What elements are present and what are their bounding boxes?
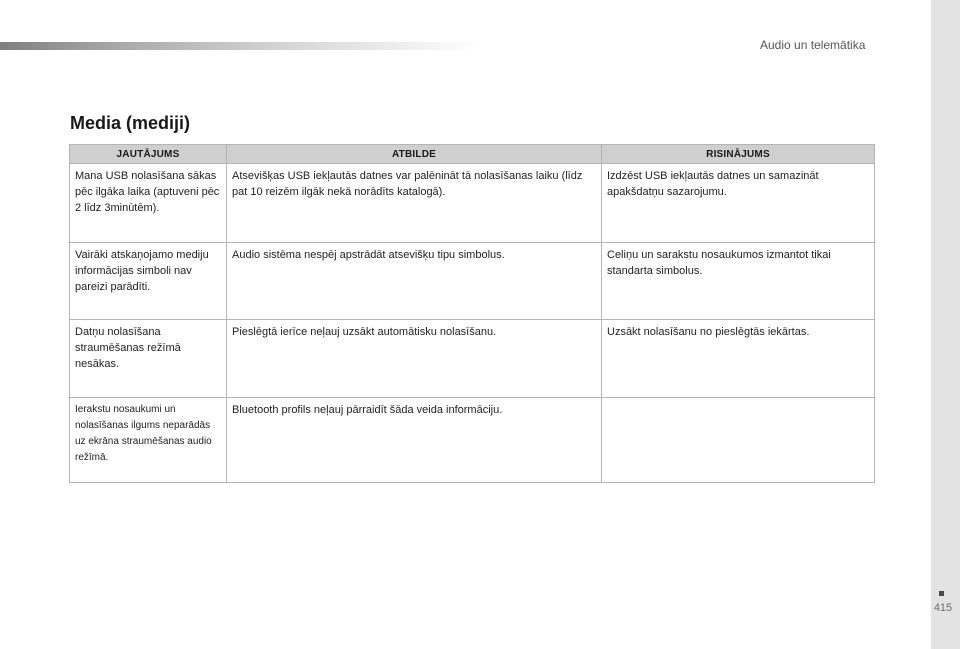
- page-number: 415: [933, 602, 953, 614]
- chapter-title: Audio un telemātika: [760, 38, 866, 52]
- table-row: [70, 398, 875, 483]
- column-header-solution: RISINĀJUMS: [602, 145, 875, 164]
- question-cell: Ierakstu nosaukumi un nolasīšanas ilgums neparādās uz ekrāna straumēšanas audio režīmā.: [70, 398, 227, 483]
- table-row: [70, 164, 875, 243]
- solution-cell: Uzsākt nolasīšanu no pieslēgtās iekārtas.: [602, 320, 875, 398]
- answer-cell: Bluetooth profils neļauj pārraidīt šāda veida informāciju.: [227, 398, 602, 483]
- answer-cell: Pieslēgtā ierīce neļauj uzsākt automātisku nolasīšanu.: [227, 320, 602, 398]
- question-cell: Vairāki atskaņojamo mediju informācijas simboli nav pareizi parādīti.: [70, 243, 227, 320]
- section-title: Media (mediji): [70, 113, 191, 133]
- page-marker-icon: [939, 591, 944, 596]
- table-header-row: [70, 145, 875, 164]
- solution-cell: Izdzēst USB iekļautās datnes un samazināt apakšdatņu sazarojumu.: [602, 164, 875, 243]
- question-cell: Mana USB nolasīšana sākas pēc ilgāka laika (aptuveni pēc 2 līdz 3minūtēm).: [70, 164, 227, 243]
- solution-cell: [602, 398, 875, 483]
- answer-cell: Atsevišķas USB iekļautās datnes var palēnināt tā nolasīšanas laiku (līdz pat 10 reizēm ilgāk nekā norādīts katalogā).: [227, 164, 602, 243]
- column-header-answer: ATBILDE: [227, 145, 602, 164]
- header-gradient-bar: [0, 42, 480, 50]
- troubleshooting-table: [69, 144, 875, 483]
- side-bar: [931, 0, 960, 649]
- solution-cell: Celiņu un sarakstu nosaukumos izmantot tikai standarta simbolus.: [602, 243, 875, 320]
- column-header-question: JAUTĀJUMS: [70, 145, 227, 164]
- answer-cell: Audio sistēma nespēj apstrādāt atsevišķu tipu simbolus.: [227, 243, 602, 320]
- table-row: [70, 320, 875, 398]
- question-cell: Datņu nolasīšana straumēšanas režīmā nesākas.: [70, 320, 227, 398]
- table-row: [70, 243, 875, 320]
